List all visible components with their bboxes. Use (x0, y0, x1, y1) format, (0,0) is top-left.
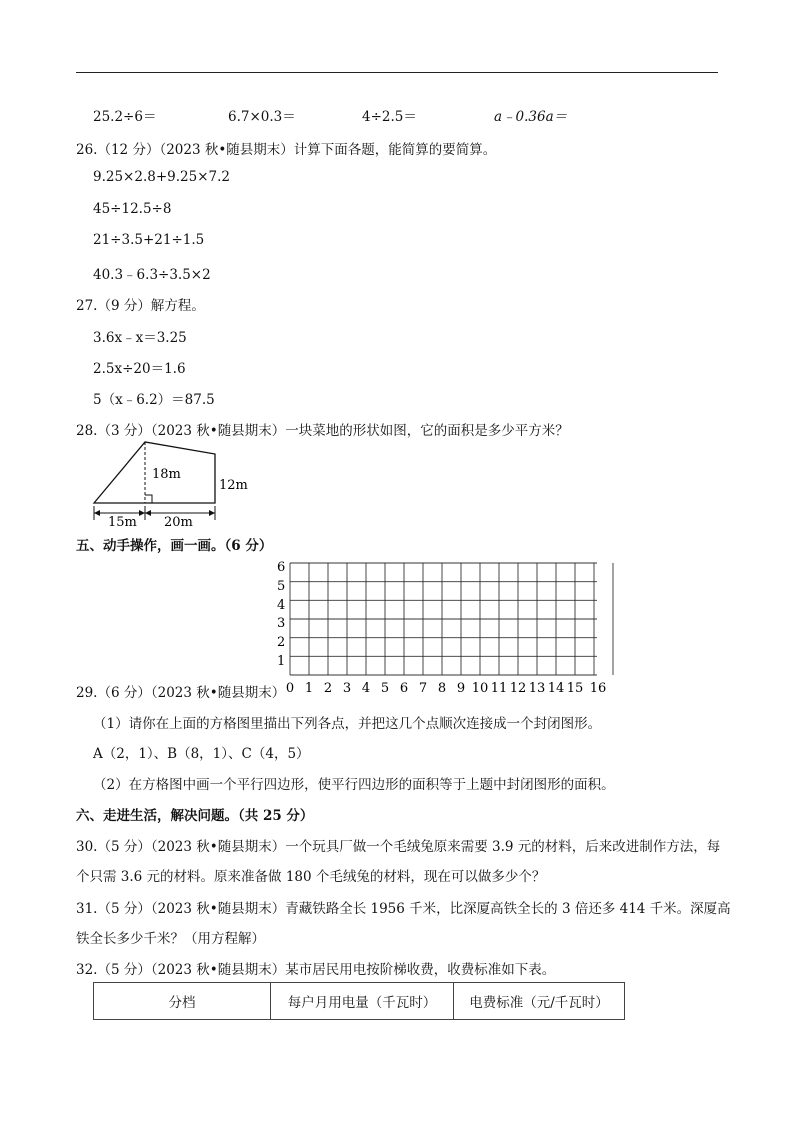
x-label-10: 10 (471, 681, 489, 695)
section6-title: 六、走进生活，解决问题。（共 25 分） (76, 808, 314, 824)
y-label-2: 2 (277, 635, 286, 650)
q29-title: 29.（6 分）（2023 秋•随县期末） (76, 685, 286, 701)
arrow-right-a (145, 510, 151, 516)
section5-title: 五、动手操作，画一画。（6 分） (76, 538, 273, 554)
x-label-2: 2 (323, 681, 333, 695)
calc-item-4: a﹣0.36a＝ (494, 109, 568, 125)
height-label: 18m (152, 467, 181, 482)
q26-item-4: 40.3﹣6.3÷3.5×2 (93, 267, 211, 283)
q27-item-2: 2.5x÷20＝1.6 (93, 361, 186, 377)
x-label-13: 13 (528, 681, 546, 695)
calc-item-3: 4÷2.5＝ (362, 109, 417, 125)
table-header-rate: 电费标准（元/千瓦时） (454, 983, 625, 1020)
x-label-11: 11 (490, 681, 508, 695)
q26-item-3: 21÷3.5+21÷1.5 (93, 232, 205, 248)
x-label-5: 5 (380, 681, 390, 695)
q26-title: 26.（12 分）（2023 秋•随县期末）计算下面各题，能简算的要简算。 (76, 142, 497, 158)
q27-item-1: 3.6x﹣x＝3.25 (93, 330, 187, 346)
x-label-3: 3 (342, 681, 352, 695)
q27-item-3: 5（x﹣6.2）＝87.5 (93, 392, 215, 408)
header-rule (76, 72, 718, 73)
table-header-tier: 分档 (94, 983, 271, 1020)
x-label-0: 0 (285, 681, 295, 695)
arrow-left-b (139, 510, 145, 516)
right-side-label: 12m (219, 478, 248, 493)
calc-item-2: 6.7×0.3＝ (228, 109, 296, 125)
grid-lines (290, 563, 613, 675)
q29-part2: （2）在方格图中画一个平行四边形，使平行四边形的面积等于上题中封闭图形的面积。 (93, 777, 615, 793)
y-label-3: 3 (277, 616, 286, 631)
x-label-12: 12 (509, 681, 527, 695)
q26-item-2: 45÷12.5÷8 (93, 201, 172, 217)
table-header-row (94, 983, 625, 1020)
y-label-5: 5 (277, 579, 286, 594)
right-angle-mark (145, 495, 152, 503)
q27-title: 27.（9 分）解方程。 (76, 298, 205, 314)
q29-points: A（2，1）、B（8，1）、C（4，5） (93, 746, 310, 762)
x-label-15: 15 (566, 681, 584, 695)
q29-part1: （1）请你在上面的方格图里描出下列各点，并把这几个点顺次连接成一个封闭图形。 (93, 716, 602, 732)
q30-line2: 个只需 3.6 元的材料。原来准备做 180 个毛绒兔的材料，现在可以做多少个？ (76, 869, 546, 885)
x-label-8: 8 (437, 681, 447, 695)
base-right-label: 20m (164, 515, 193, 530)
y-label-6: 6 (277, 560, 286, 575)
x-label-14: 14 (547, 681, 565, 695)
arrow-left-a (94, 510, 100, 516)
q32-title: 32.（5 分）（2023 秋•随县期末）某市居民用电按阶梯收费，收费标准如下表。 (76, 962, 556, 978)
coordinate-grid (270, 557, 620, 695)
calc-item-1: 25.2÷6＝ (93, 109, 157, 125)
arrow-right-b (209, 510, 215, 516)
q31-line1: 31.（5 分）（2023 秋•随县期末）青藏铁路全长 1956 千米，比深厦高铁全长的 3 倍还多 414 千米。深厦高 (76, 901, 731, 917)
x-label-9: 9 (456, 681, 466, 695)
x-label-7: 7 (418, 681, 428, 695)
x-label-6: 6 (399, 681, 409, 695)
y-label-4: 4 (277, 598, 286, 613)
base-left-label: 15m (108, 515, 137, 530)
x-label-4: 4 (361, 681, 371, 695)
x-label-1: 1 (304, 681, 314, 695)
q28-title: 28.（3 分）（2023 秋•随县期末）一块菜地的形状如图，它的面积是多少平方米？ (76, 423, 569, 439)
table-header-usage: 每户月用电量（千瓦时） (271, 983, 454, 1020)
trapezoid-figure (88, 438, 258, 530)
q26-item-1: 9.25×2.8+9.25×7.2 (93, 169, 230, 185)
q30-line1: 30.（5 分）（2023 秋•随县期末）一个玩具厂做一个毛绒兔原来需要 3.9 元的材料，后来改进制作方法，每 (76, 839, 721, 855)
fee-table (93, 982, 625, 1020)
q31-line2: 铁全长多少千米？（用方程解） (76, 931, 265, 947)
y-label-1: 1 (277, 654, 286, 669)
x-label-16: 16 (589, 681, 607, 695)
